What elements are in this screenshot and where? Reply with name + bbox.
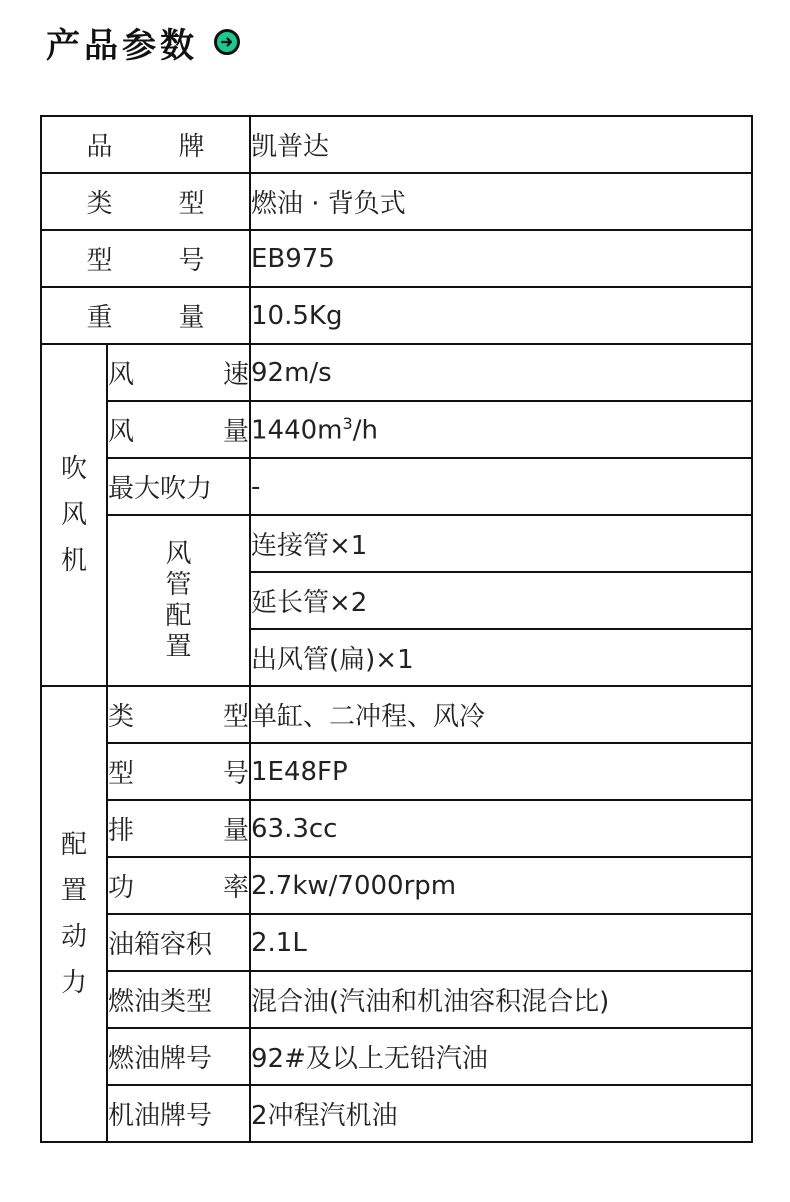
spec-label-tank: 油箱容积	[107, 914, 250, 971]
spec-value-model: EB975	[250, 230, 752, 287]
spec-label-fuel-type: 燃油类型	[107, 971, 250, 1028]
spec-label-type: 类 型	[41, 173, 250, 230]
spec-value-max-force: -	[250, 458, 752, 515]
table-row	[41, 116, 752, 173]
table-row	[41, 287, 752, 344]
spec-label-oil-grade: 机油牌号	[107, 1085, 250, 1142]
spec-value-weight: 10.5Kg	[250, 287, 752, 344]
spec-label-fuel-grade: 燃油牌号	[107, 1028, 250, 1085]
spec-value-air-volume: $1440m^3/h$	[250, 401, 752, 458]
table-row	[41, 515, 752, 572]
spec-value-brand: 凯普达	[250, 116, 752, 173]
arrow-right-circle-icon[interactable]	[214, 29, 240, 55]
table-row	[41, 1085, 752, 1142]
table-row	[41, 458, 752, 515]
spec-label-max-force: 最大吹力	[107, 458, 250, 515]
table-row	[41, 800, 752, 857]
table-row	[41, 173, 752, 230]
table-row	[41, 1028, 752, 1085]
section-header	[46, 18, 240, 66]
group-label-power: 配置动力	[41, 686, 107, 1142]
table-row	[41, 401, 752, 458]
group-label-blower: 吹风机	[41, 344, 107, 686]
spec-label-displacement: 排 量	[107, 800, 250, 857]
spec-value-fuel-type: 混合油(汽油和机油容积混合比)	[250, 971, 752, 1028]
table-row	[41, 857, 752, 914]
spec-value-wind-speed: 92m/s	[250, 344, 752, 401]
table-row	[41, 344, 752, 401]
spec-value-oil-grade: 2冲程汽机油	[250, 1085, 752, 1142]
table-row	[41, 686, 752, 743]
spec-value-displacement: 63.3cc	[250, 800, 752, 857]
spec-label-power: 功 率	[107, 857, 250, 914]
spec-value-engine-type: 单缸、二冲程、风冷	[250, 686, 752, 743]
spec-label-brand: 品 牌	[41, 116, 250, 173]
section-title: 产品参数	[46, 25, 198, 66]
spec-label-wind-speed: 风 速	[107, 344, 250, 401]
table-row	[41, 971, 752, 1028]
spec-label-engine-type: 类 型	[107, 686, 250, 743]
spec-label-weight: 重 量	[41, 287, 250, 344]
spec-value-type: 燃油 · 背负式	[250, 173, 752, 230]
spec-label-engine-model: 型 号	[107, 743, 250, 800]
spec-value-pipe-1: 连接管×1	[250, 515, 752, 572]
spec-value-tank: 2.1L	[250, 914, 752, 971]
spec-value-pipe-3: 出风管(扁)×1	[250, 629, 752, 686]
spec-value-fuel-grade: 92#及以上无铅汽油	[250, 1028, 752, 1085]
table-row	[41, 743, 752, 800]
spec-label-pipe-config: 风管配置	[107, 515, 250, 686]
spec-label-model: 型 号	[41, 230, 250, 287]
table-row	[41, 914, 752, 971]
spec-label-air-volume: 风 量	[107, 401, 250, 458]
spec-value-engine-model: 1E48FP	[250, 743, 752, 800]
table-row	[41, 230, 752, 287]
spec-value-pipe-2: 延长管×2	[250, 572, 752, 629]
spec-value-power: 2.7kw/7000rpm	[250, 857, 752, 914]
spec-table	[40, 115, 753, 1143]
